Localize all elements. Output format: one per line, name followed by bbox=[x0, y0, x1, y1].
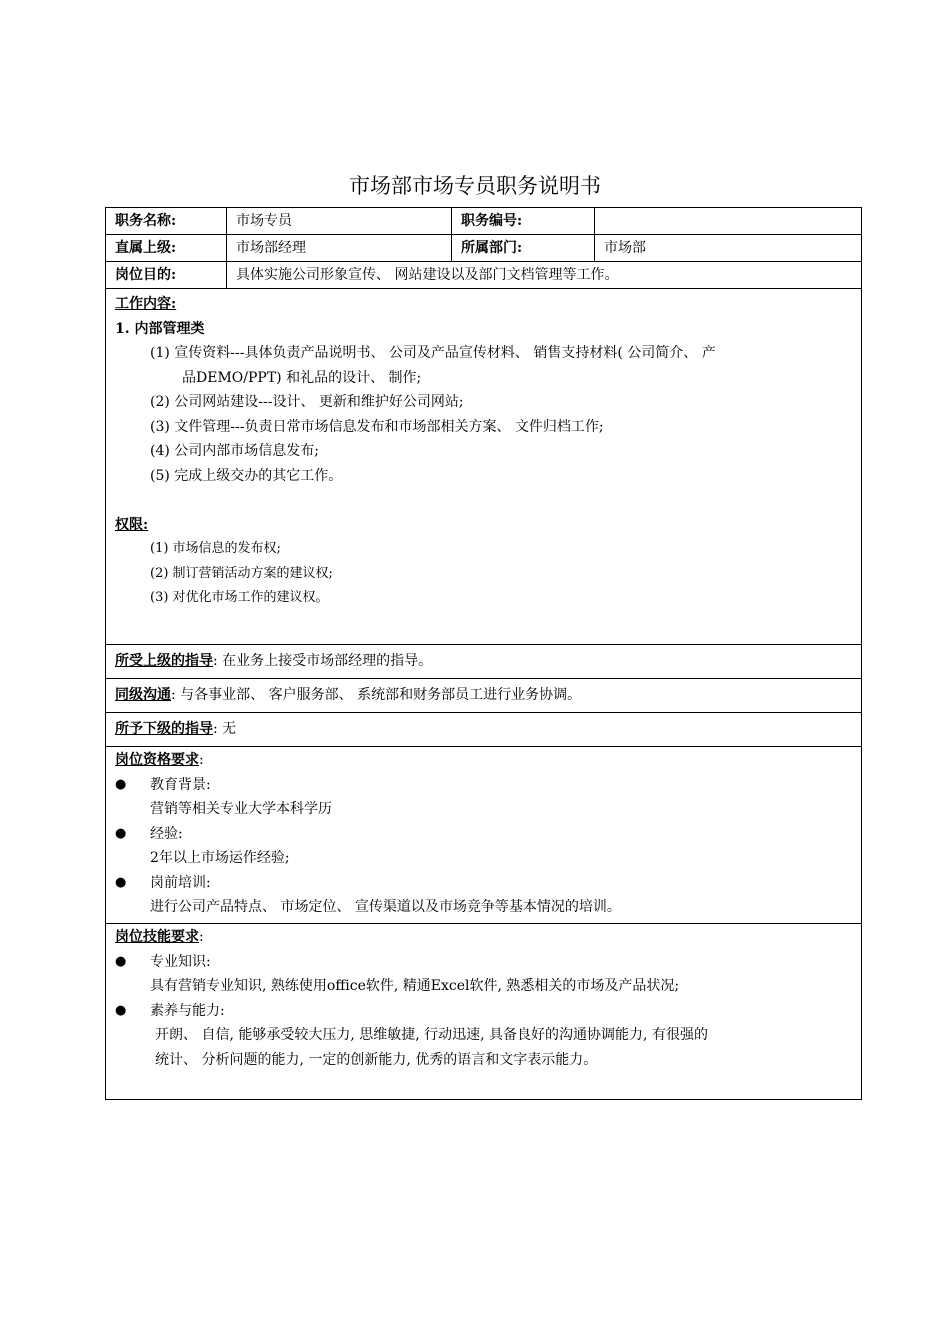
superior-value: 市场部经理 bbox=[227, 235, 452, 261]
bullet-icon: ● bbox=[115, 953, 127, 969]
info-row-2 bbox=[106, 235, 861, 262]
peer-label: 同级沟通 bbox=[115, 687, 171, 704]
qualification-detail: 营销等相关专业大学本科学历 bbox=[150, 801, 332, 817]
qualification-detail: 进行公司产品特点、 市场定位、 宣传渠道以及市场竞争等基本情况的培训。 bbox=[150, 899, 621, 915]
work-section bbox=[106, 289, 861, 645]
work-item: (2) 公司网站建设---设计、 更新和维护好公司网站; bbox=[150, 394, 464, 410]
peer-row bbox=[106, 679, 861, 713]
work-item: (3) 文件管理---负责日常市场信息发布和市场部相关方案、 文件归档工作; bbox=[150, 418, 604, 435]
guidance-to-row bbox=[106, 713, 861, 747]
work-item: (4) 公司内部市场信息发布; bbox=[150, 443, 319, 459]
qualification-section bbox=[106, 747, 861, 924]
qualification-colon: : bbox=[199, 752, 204, 768]
guidance-to-text: : 无 bbox=[213, 721, 237, 738]
job-name-value: 市场专员 bbox=[227, 208, 452, 234]
work-item: (1) 宣传资料---具体负责产品说明书、 公司及产品宣传材料、 销售支持材料( 公司简介、 产 bbox=[150, 345, 716, 361]
skills-title: 专业知识: bbox=[150, 953, 211, 970]
authority-item: (1) 市场信息的发布权; bbox=[150, 541, 281, 556]
qualification-detail: 2年以上市场运作经验; bbox=[150, 850, 290, 866]
skills-colon: : bbox=[199, 929, 204, 945]
dept-label: 所属部门: bbox=[452, 235, 595, 261]
info-row-3 bbox=[106, 262, 861, 289]
authority-item: (2) 制订营销活动方案的建议权; bbox=[150, 565, 333, 581]
job-code-label: 职务编号: bbox=[452, 208, 595, 234]
qualification-title: 经验: bbox=[150, 825, 183, 842]
skills-section bbox=[106, 924, 861, 1099]
qualification-title: 教育背景: bbox=[150, 776, 211, 793]
skills-detail: 开朗、 自信, 能够承受较大压力, 思维敏捷, 行动迅速, 具备良好的沟通协调能力, 有很强的 bbox=[155, 1027, 708, 1043]
guidance-from-row bbox=[106, 645, 861, 679]
page-title: 市场部市场专员职务说明书 bbox=[349, 174, 601, 198]
bullet-icon: ● bbox=[115, 825, 127, 841]
guidance-from-label: 所受上级的指导 bbox=[115, 653, 213, 670]
skills-detail: 具有营销专业知识, 熟练使用office软件, 精通Excel软件, 熟悉相关的市场及产品状况; bbox=[150, 978, 680, 994]
work-heading: 工作内容: bbox=[115, 296, 177, 312]
bullet-icon: ● bbox=[115, 874, 127, 890]
purpose-value: 具体实施公司形象宣传、 网站建设以及部门文档管理等工作。 bbox=[236, 267, 619, 283]
skills-detail: 统计、 分析问题的能力, 一定的创新能力, 优秀的语言和文字表示能力。 bbox=[155, 1051, 598, 1068]
job-name-label: 职务名称: bbox=[106, 208, 227, 234]
work-item: (5) 完成上级交办的其它工作。 bbox=[150, 467, 343, 484]
authority-item: (3) 对优化市场工作的建议权。 bbox=[150, 590, 329, 605]
work-item-cont: 品DEMO/PPT) 和礼品的设计、 制作; bbox=[182, 369, 422, 386]
purpose-label: 岗位目的: bbox=[106, 262, 227, 288]
bullet-icon: ● bbox=[115, 776, 127, 792]
guidance-to-label: 所予下级的指导 bbox=[115, 721, 213, 738]
qualification-title: 岗前培训: bbox=[150, 874, 211, 891]
job-description-table bbox=[105, 207, 862, 1100]
superior-label: 直属上级: bbox=[106, 235, 227, 261]
skills-title: 素养与能力: bbox=[150, 1002, 225, 1019]
qualification-heading: 岗位资格要求 bbox=[115, 752, 199, 768]
info-row-1 bbox=[106, 208, 861, 235]
guidance-from-text: : 在业务上接受市场部经理的指导。 bbox=[213, 653, 433, 670]
authority-heading: 权限: bbox=[115, 516, 149, 533]
job-code-value bbox=[595, 208, 861, 234]
skills-heading: 岗位技能要求 bbox=[115, 929, 199, 945]
work-sub-heading: 1. 内部管理类 bbox=[115, 320, 205, 337]
dept-value: 市场部 bbox=[604, 240, 646, 256]
peer-text: : 与各事业部、 客户服务部、 系统部和财务部员工进行业务协调。 bbox=[171, 687, 582, 704]
bullet-icon: ● bbox=[115, 1002, 127, 1018]
